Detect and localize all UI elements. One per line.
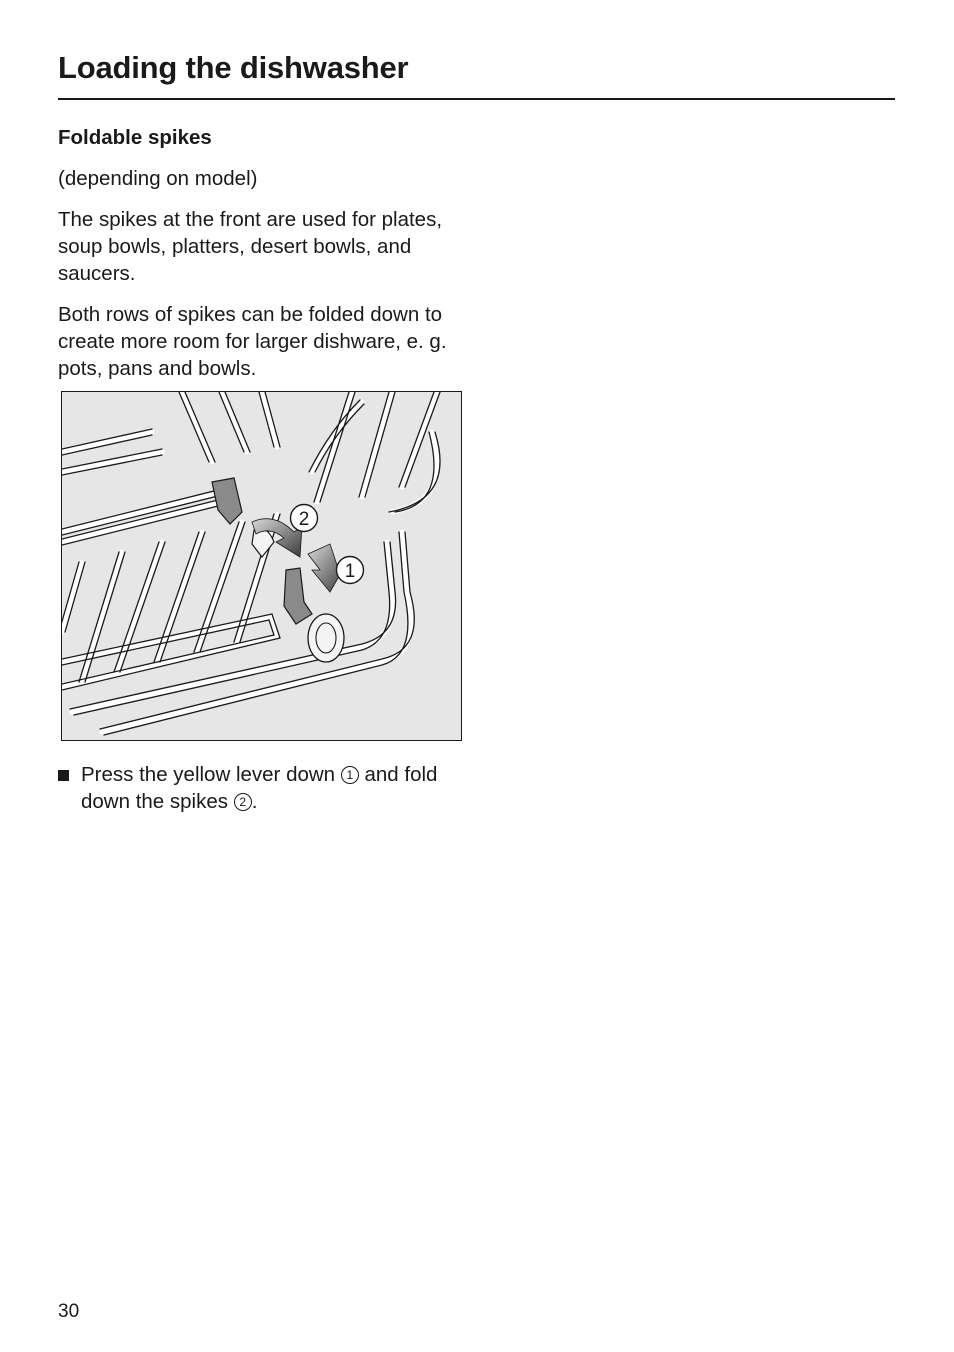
page-title: Loading the dishwasher <box>58 50 409 85</box>
title-rule <box>58 98 895 100</box>
page-number: 30 <box>58 1301 80 1322</box>
callout-1-label: 1 <box>344 561 356 582</box>
rack-illustration <box>61 391 462 741</box>
instruction-text <box>81 761 458 815</box>
model-note: (depending on model) <box>58 167 258 190</box>
rack-drawing <box>62 392 460 739</box>
instruction-step <box>58 761 458 815</box>
instruction-text-after: . <box>251 790 258 813</box>
content-column <box>58 124 458 396</box>
fold-down-paragraph: Both rows of spikes can be folded down to create more room for larger dishware, e. g. pots, pans and bowls. <box>58 303 447 380</box>
bullet-square <box>58 770 69 781</box>
spike-hinge-upper <box>212 478 274 557</box>
callout-2-label: 2 <box>298 509 310 530</box>
instruction-text-before: Press the yellow lever down <box>81 763 341 786</box>
section-heading: Foldable spikes <box>58 126 212 149</box>
inline-marker-1: 1 <box>341 766 359 784</box>
callout-2 <box>291 505 318 532</box>
instruction-text-middle: and fold down the spikes <box>81 763 438 813</box>
inline-marker-2: 2 <box>234 793 252 811</box>
callout-1 <box>337 557 364 584</box>
spikes-usage-paragraph: The spikes at the front are used for plates, soup bowls, platters, desert bowls, and saucers. <box>58 208 443 285</box>
